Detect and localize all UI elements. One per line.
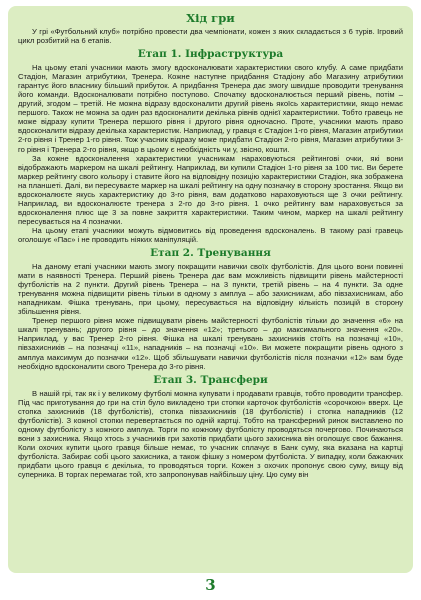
stage2-title: Етап 2. Тренування [150, 247, 271, 260]
page-title: Хід гри [186, 11, 235, 25]
intro-paragraph: У грі «Футбольний клуб» потрібно провести два чемпіонати, кожен з яких складається з 6 турів. Ігровий цикл розбитий на 6 етапів. [18, 27, 403, 46]
content-panel [8, 6, 413, 573]
stage1-paragraph-2: За кожне вдосконалення характеристики учасникам нараховуються рейтингові очки, які вони відображають маркером на шкалі рейтингу. Наприклад, ви купили Стадіон 1-го рівня за 100 тис. Ви берете маркер рейтингу свого кольору і ставите його на відповідну позицію характеристики Стадіон, яка зображена на планшеті. Далі, ви пересуваєте маркер на шкалі рейтингу на одну позначку в сторону зростання. Якщо ви вдосконалюєте якусь характеристику до 3-го рівня, вам додатково нараховуються ще 3 очки рейтингу. Наприклад, ви вдосконалюєте тренера з 2-го до 3-го рівня. 1 очко рейтингу вам нараховується за вдосконалення плюс ще 3 за повне закриття характеристики. Таким чином, маркер на шкалі рейтингу пересувається на 4 позначки. [18, 153, 403, 226]
stage1-paragraph-1: На цьому етапі учасники мають змогу вдосконалювати характеристики свого клубу. А саме придбати Стадіон, Магазин атрибутики, Тренера. Кожне наступне придбання Стадіону або Магазину атрибутики гарантує його власнику більший прибуток. А придбання Тренера дає змогу швидше проводити тренування його команди. Вдосконалювати потрібно поступово. Спочатку вдосконалюється перший рівень, потім – другий, згодом – третій. Не можна відразу вдосконалити другий рівень якоїсь характеристики, якщо немає першого. Також не можна за один раз вдосконалити декілька рівнів однієї характеристики. Тобто гравець не може відразу купити Тренера першого рівня і другого рівня одночасно. Проте, учасники мають право вдосконалити відразу декілька характеристик. Наприклад, у гравця є Стадіон 1-го рівня, Магазин атрибутики 2-го рівня і Тренер 1-го рівня. Тож учасник відразу може придбати Стадіон 2-го рівня, Магазин атрибутики 3-го рівня і Тренера 2-го рівня, якщо в цьому є необхідність чи у, звісно, кошти. [18, 63, 403, 154]
stage1-paragraph-3: На цьому етапі учасники можуть відмовитись від проведення вдосконалень. В такому разі гравець оголошує «Пас» і не проводить ніяких маніпуляцій. [18, 225, 403, 244]
stage2-paragraph-1: На даному етапі учасники мають змогу покращити навички своїх футболістів. Для цього вони повинні мати в наявності Тренера. Перший рівень Тренера дає вам можливість підвищити рівень майстерності футболістів на 2 пункти. Другий рівень Тренера – на 3 пункти, третій рівень – на 4 пункти. За одне тренування можна підвищити рівень тільки в одному з амплуа – або захисникам, або півзахисникам, або нападникам. Фішка тренувань, при цьому, пересувається на відповідну кількість позицій в сторону збільшення рівня. [18, 262, 403, 317]
stage2-paragraph-2: Тренер першого рівня може підвищувати рівень майстерності футболістів тільки до значення «6» на шкалі тренувань; другого рівня – до значення «12»; третього – до максимального значення «20». Наприклад, у вас Тренер 2-го рівня. Фішка на шкалі тренувань захисників стоїть на позначці «10», півзахисників – на позначці «11», нападників – на позначці «10». Ви можете покращити рівень одного з амплуа максимум до позначки «12». Щоб збільшувати навички футболістів після позначки «12» вам буде необхідно вдосконалити свого Тренера до 3-го рівня. [18, 316, 403, 371]
page-number: 3 [205, 576, 216, 594]
stage3-title: Етап 3. Трансфери [153, 373, 268, 386]
stage1-title: Етап 1. Інфраструктура [137, 48, 284, 61]
stage3-paragraph-1: В нашій грі, так як і у великому футболі можна купувати і продавати гравців, тобто проводити трансфер. Під час приготування до гри на стіл було викладено три стопки карточок футболістів «сорочкою» вверх. Це стопка захисників (18 футболістів), стопка півзахисників (18 футболістів) і стопка нападників (12 футболістів). З кожної стопки перевертається по одній картці. Тобто на трансферний ринок виставлено по одному футболісту з кожного амплуа. Торги по кожному футболісту проводяться почергово. Починаються вони з захисника. Якщо хтось з учасників гри захотів придбати цього захисника він оголошує своє бажання. Коли охочих купити цього гравця більше немає, то учасник сплачує в Банк суму, яка вказана на картці футболіста. Забирає собі цього захисника, а також фішку з номером футболіста. У випадку, коли бажаючих придбати цього гравця є декілька, то проводяться торги. Кожен з охочих пропонує свою суму, вищу від суперника. В торгах перемагає той, хто запропонував найбільшу ціну. Цю суму він [18, 388, 403, 480]
